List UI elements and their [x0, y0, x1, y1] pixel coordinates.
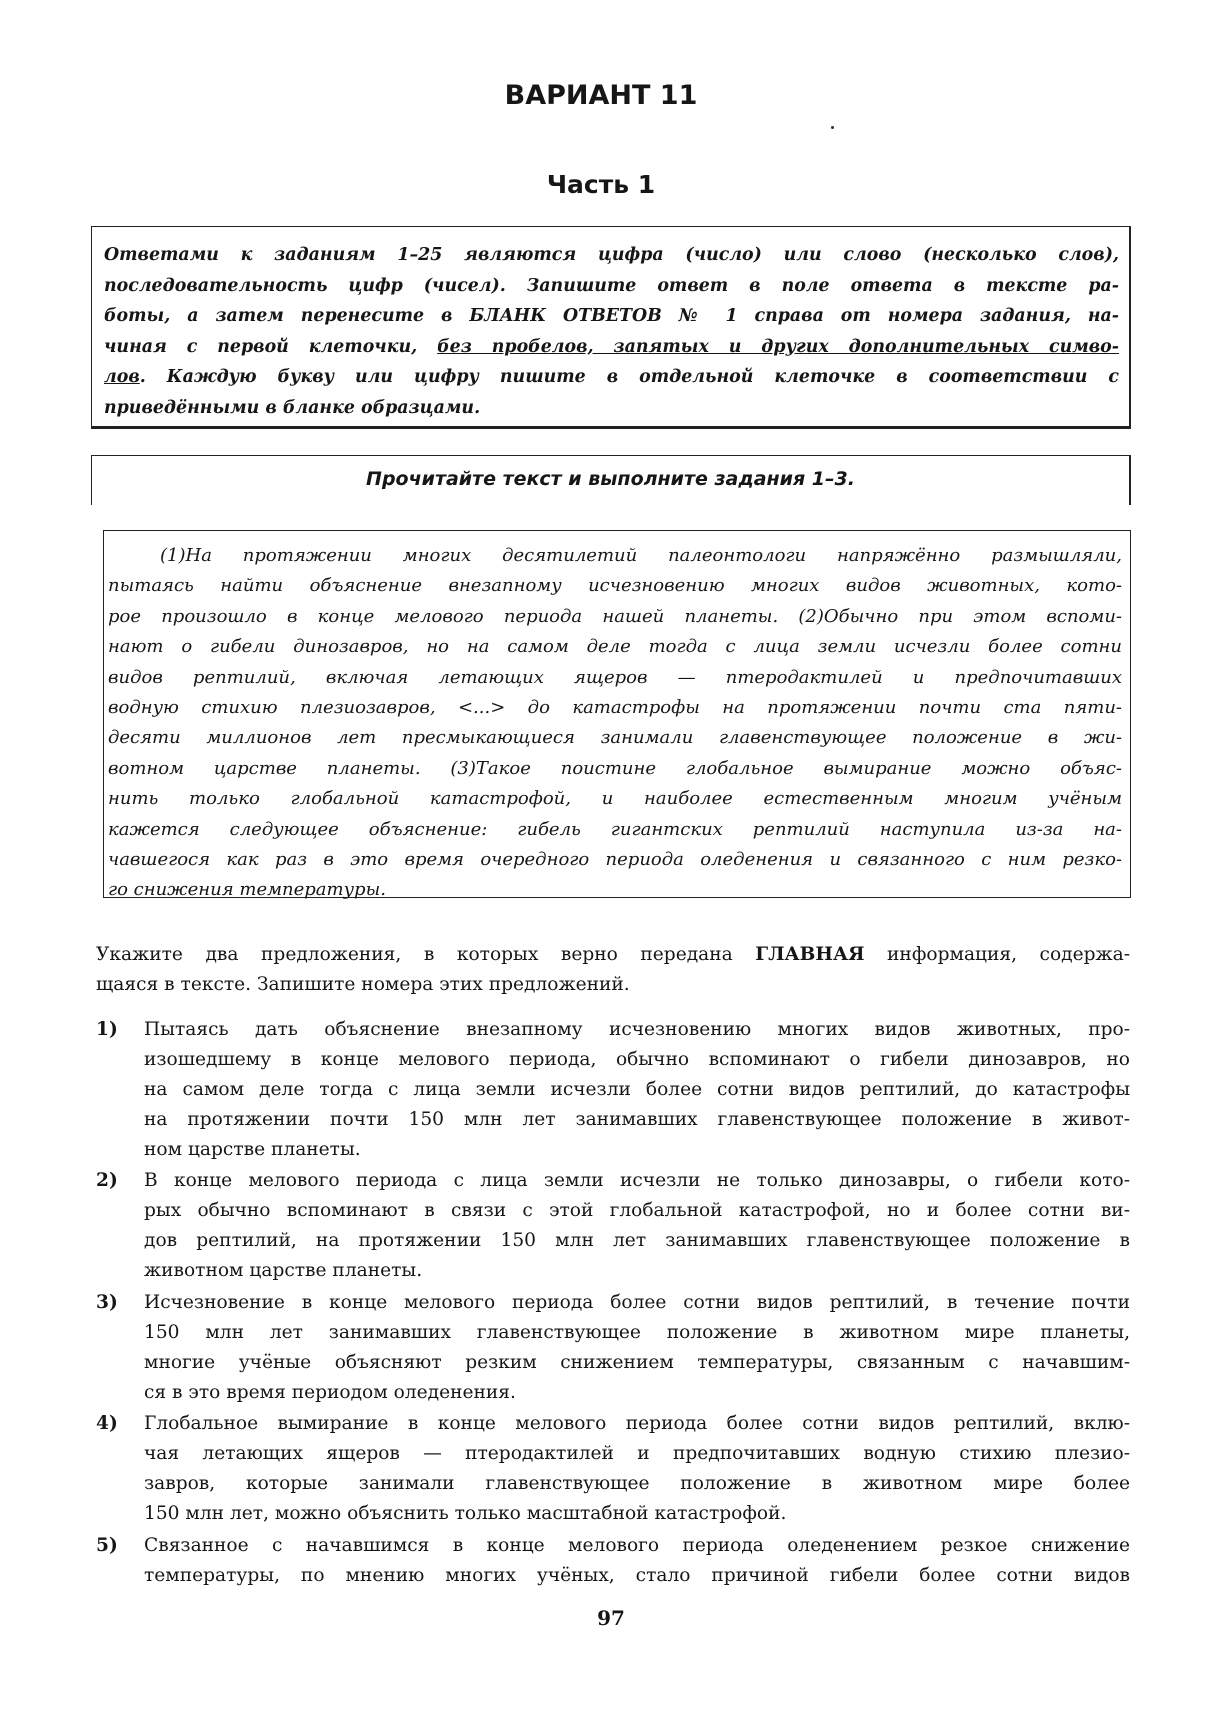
text-run: нить только глобальной катастрофой, и наиболее естественным многим учёным	[108, 788, 1122, 810]
text-run: 150 млн лет, можно объяснить только масштабной катастрофой.	[144, 1503, 787, 1524]
text-line	[144, 1318, 1130, 1348]
text-run: ном царстве планеты.	[144, 1139, 361, 1160]
text-run: многие учёные объясняют резким снижением температуры, связанным с начавшим-	[144, 1352, 1130, 1373]
text-line	[144, 1469, 1130, 1499]
text-run: боты, а затем перенесите в БЛАНК ОТВЕТОВ № 1 справа от номера задания, на-	[104, 306, 1119, 326]
text-line	[108, 875, 1122, 905]
text-run: животном царстве планеты.	[144, 1260, 423, 1281]
text-line	[96, 940, 1130, 970]
text-run: на протяжении почти 150 млн лет занимавших главенствующее положение в живот-	[144, 1109, 1130, 1130]
answer-option	[96, 1409, 1130, 1529]
text-line	[108, 815, 1122, 845]
text-run: чавшегося как раз в это время очередного периода оледенения и связанного с ним резко-	[108, 849, 1122, 871]
text-line	[108, 693, 1122, 723]
text-run: рое произошло в конце мелового периода нашей планеты. (2)Обычно при этом вспоми-	[108, 605, 1122, 627]
text-line	[144, 1439, 1130, 1469]
text-line	[144, 1288, 1130, 1318]
option-text	[144, 1409, 1130, 1529]
text-line	[144, 1348, 1130, 1378]
text-line	[144, 1499, 1130, 1529]
option-number: 5)	[96, 1535, 118, 1556]
text-run: водную стихию плезиозавров, <...> до катастрофы на протяжении почти ста пяти-	[108, 697, 1122, 719]
text-run: Ответами к заданиям 1–25 являются цифра (число) или слово (несколько слов),	[104, 245, 1119, 265]
text-run: Связанное с начавшимся в конце мелового периода оледенением резкое снижение	[144, 1535, 1130, 1556]
text-line	[144, 1166, 1130, 1196]
answer-option	[96, 1288, 1130, 1408]
text-run: Пытаясь дать объяснение внезапному исчезновению многих видов животных, про-	[144, 1019, 1130, 1040]
text-run: В конце мелового периода с лица земли исчезли не только динозавры, о гибели кото-	[144, 1170, 1130, 1191]
answer-option	[96, 1015, 1130, 1165]
text-run: последовательность цифр (чисел). Запишите ответ в поле ответа в тексте ра-	[104, 275, 1119, 296]
text-line	[144, 1256, 1130, 1286]
option-text	[144, 1531, 1130, 1591]
text-line	[144, 1561, 1130, 1591]
option-text	[144, 1288, 1130, 1408]
text-run: Исчезновение в конце мелового периода более сотни видов рептилий, в течение почти	[144, 1292, 1130, 1313]
text-run: видов рептилий, включая летающих ящеров — птеродактилей и предпочитавших	[108, 666, 1122, 688]
text-run: . Каждую букву или цифру пишите в отдельной клеточке в соответствии с	[139, 367, 1119, 387]
page-number: 97	[597, 1606, 625, 1630]
task-header: Прочитайте текст и выполните задания 1–3.	[366, 468, 855, 490]
underlined-text: лов	[104, 367, 140, 387]
text-run: изошедшему в конце мелового периода, обычно вспоминают о гибели динозавров, но	[144, 1049, 1130, 1070]
text-run: завров, которые занимали главенствующее положение в животном мире более	[144, 1473, 1130, 1494]
text-run: пытаясь найти объяснение внезапному исчезновению многих видов животных, кото-	[108, 575, 1122, 597]
scan-speck	[831, 126, 834, 129]
text-run: (1)На протяжении многих десятилетий палеонтологи напряжённо размышляли,	[160, 545, 1122, 566]
text-run: информация, содержа-	[864, 944, 1130, 965]
question-prompt	[96, 940, 1130, 1000]
text-run: го снижения температуры.	[108, 879, 386, 901]
option-text	[144, 1015, 1130, 1165]
text-line	[144, 1531, 1130, 1561]
text-line	[144, 1378, 1130, 1408]
option-number: 1)	[96, 1019, 118, 1040]
text-line	[144, 1135, 1130, 1165]
text-line	[144, 1045, 1130, 1075]
task-header-box	[91, 455, 1131, 505]
text-line	[104, 332, 1119, 363]
text-line	[144, 1015, 1130, 1045]
text-line	[108, 663, 1122, 693]
text-run: дов рептилий, на протяжении 150 млн лет занимавших главенствующее положение в	[144, 1230, 1130, 1251]
text-run: Глобальное вымирание в конце мелового периода более сотни видов рептилий, вклю-	[144, 1413, 1130, 1434]
underlined-text: без пробелов, запятых и других дополнительных симво-	[437, 336, 1119, 357]
option-number: 2)	[96, 1170, 118, 1191]
text-line	[144, 1226, 1130, 1256]
answer-option	[96, 1166, 1130, 1286]
text-line	[144, 1075, 1130, 1105]
variant-title: ВАРИАНТ 11	[504, 80, 698, 111]
text-line	[104, 271, 1119, 302]
text-run: чиная с первой клеточки,	[104, 336, 438, 357]
text-line	[108, 754, 1122, 784]
text-line	[104, 301, 1119, 332]
text-line	[108, 845, 1122, 875]
text-run: 150 млн лет занимавших главенствующее положение в животном мире планеты,	[144, 1322, 1130, 1343]
text-run: щаяся в тексте. Запишите номера этих предложений.	[96, 974, 630, 995]
part-title: Часть 1	[546, 170, 656, 199]
option-number: 3)	[96, 1292, 118, 1313]
text-line	[108, 723, 1122, 753]
text-line	[104, 362, 1119, 393]
text-run: нают о гибели динозавров, но на самом деле тогда с лица земли исчезли более сотни	[108, 636, 1122, 658]
text-line	[108, 602, 1122, 632]
text-run: кажется следующее объяснение: гибель гигантских рептилий наступила из-за на-	[108, 818, 1122, 840]
text-run: ся в это время периодом оледенения.	[144, 1382, 516, 1403]
text-run: десяти миллионов лет пресмыкающиеся занимали главенствующее положение в жи-	[108, 727, 1122, 749]
text-line	[108, 632, 1122, 662]
text-line	[108, 571, 1122, 601]
text-run: рых обычно вспоминают в связи с этой глобальной катастрофой, но и более сотни ви-	[144, 1200, 1130, 1221]
text-run: Укажите два предложения, в которых верно передана	[96, 944, 756, 965]
option-number: 4)	[96, 1413, 118, 1434]
reading-passage	[103, 530, 1131, 901]
text-line	[104, 240, 1119, 271]
text-run: температуры, по мнению многих учёных, стало причиной гибели более сотни видов	[144, 1565, 1130, 1586]
text-run: чая летающих ящеров — птеродактилей и предпочитавших водную стихию плезио-	[144, 1443, 1130, 1464]
answer-option	[96, 1531, 1130, 1591]
text-run: приведёнными в бланке образцами.	[104, 397, 481, 418]
text-line	[108, 541, 1122, 571]
option-text	[144, 1166, 1130, 1286]
text-line	[104, 393, 1119, 424]
text-line	[144, 1409, 1130, 1439]
text-line	[108, 784, 1122, 814]
instruction-box	[91, 226, 1131, 429]
bold-text: ГЛАВНАЯ	[755, 944, 865, 965]
text-line	[144, 1105, 1130, 1135]
text-line	[96, 970, 1130, 1000]
text-line	[144, 1196, 1130, 1226]
text-run: вотном царстве планеты. (3)Такое поистине глобальное вымирание можно объяс-	[108, 757, 1122, 779]
text-run: на самом деле тогда с лица земли исчезли более сотни видов рептилий, до катастрофы	[144, 1079, 1130, 1100]
